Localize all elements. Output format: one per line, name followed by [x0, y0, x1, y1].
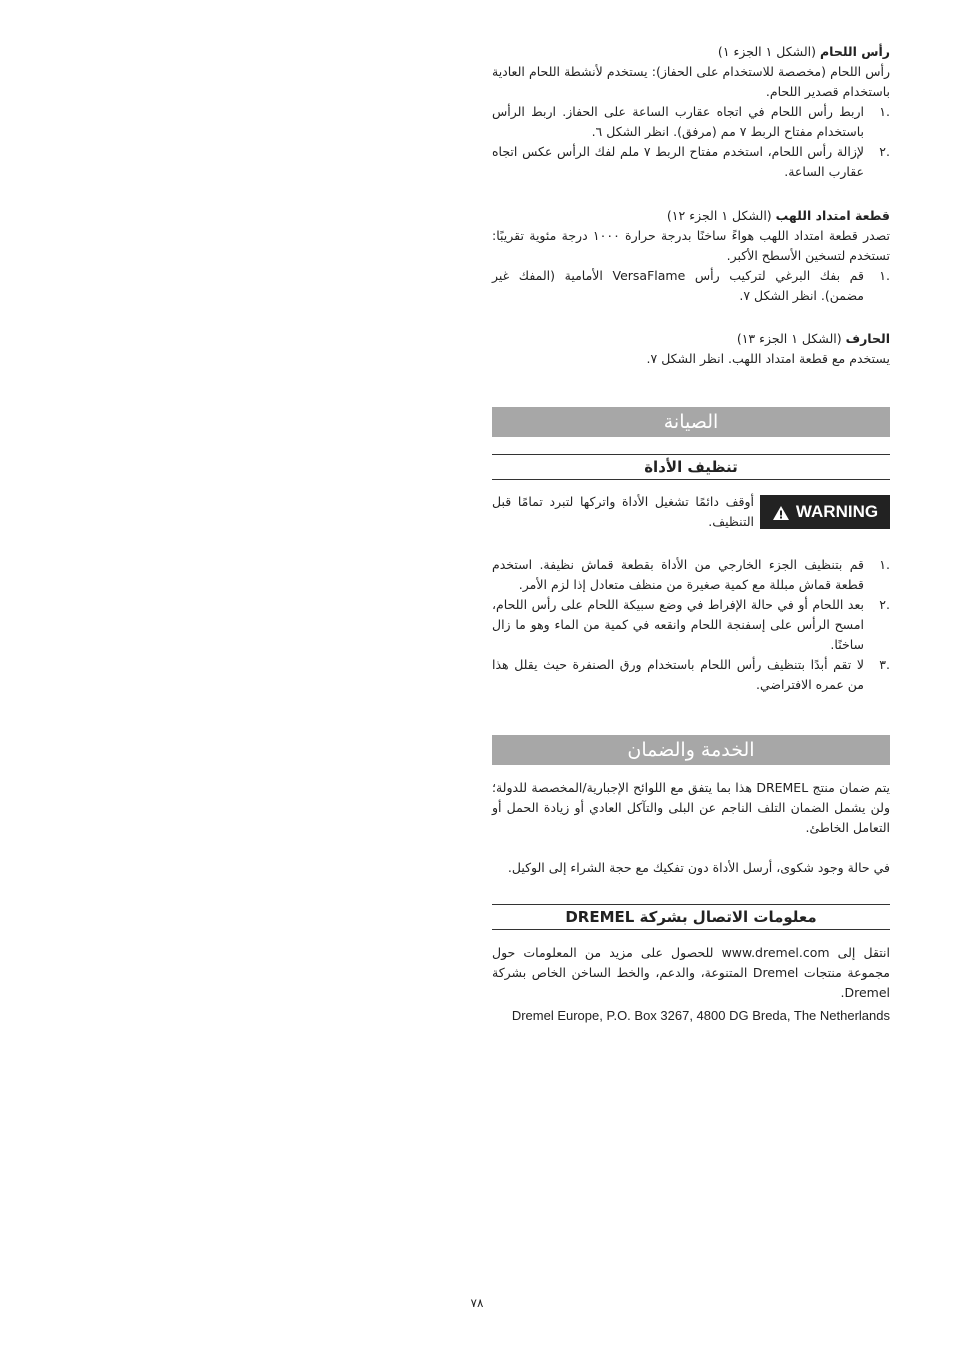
flame-description: تصدر قطعة امتداد اللهب هواءً ساخنًا بدرجة حرارة ١٠٠٠ درجة مئوية تقريبًا: تستخدم لتسخين الأسطح الأكبر.: [492, 228, 890, 263]
deflector-heading: الحارف (الشكل ١ الجزء ١٣): [736, 331, 890, 346]
flame-steps: [492, 266, 890, 306]
list-item: .٣ لا تقم أبدًا بتنظيف رأس اللحام باستخدام ورق الصنفرة حيث يقلل هذا من عمره الافتراضي.: [492, 657, 890, 692]
contact-text: انتقل إلى www.dremel.com للحصول على مزيد من المعلومات حول مجموعة منتجات Dremel المتنوعة، والدعم، والخط الساخن الخاص بشركة Dremel.: [492, 945, 890, 1000]
list-item: .١ قم بتنظيف الجزء الخارجي من الأداة بقطعة قماش نظيفة. استخدم قطعة قماش مبللة مع كمية صغيرة من منظف متعادل إذا لزم الأمر.: [492, 557, 890, 592]
flame-heading: قطعة امتداد اللهب (الشكل ١ الجزء ١٢): [666, 208, 890, 223]
complaint-text: في حالة وجود شكوى، أرسل الأداة دون تفكيك مع حجة الشراء إلى الوكيل.: [507, 860, 890, 875]
warning-badge: [760, 495, 890, 529]
company-address: Dremel Europe, P.O. Box 3267, 4800 DG Breda, The Netherlands: [511, 1008, 890, 1023]
contact-block: [492, 943, 890, 1003]
list-item: .١ قم بفك البرغي لتركيب رأس VersaFlame الأمامية (المفك غير مضمن). انظر الشكل ٧.: [492, 268, 890, 303]
cleaning-steps: [492, 555, 890, 695]
deflector-description: يستخدم مع قطعة امتداد اللهب. انظر الشكل ٧.: [646, 351, 890, 366]
tip-heading: رأس اللحام (الشكل ١ الجزء ١): [717, 44, 890, 59]
cleaning-steps-block: [492, 555, 890, 695]
service-banner: الخدمة والضمان: [492, 735, 890, 765]
cleaning-subhead: تنظيف الأداة: [492, 454, 890, 480]
list-item: .٢ بعد اللحام أو في حالة الإفراط في وضع سبيكة اللحام على رأس اللحام، امسح الرأس على إسفنجة اللحام وانقعه في كمية من الماء وهو ما زال ساخنًا.: [492, 597, 890, 652]
warranty-text: يتم ضمان منتج DREMEL هذا بما يتفق مع اللوائح الإجبارية/المخصصة للدولة؛ ولن يشمل الضمان التلف الناجم عن البلى والتآكل العادي أو زيادة الحمل أو التعامل الخاطئ.: [492, 780, 890, 835]
contact-subhead: معلومات الاتصال بشركة DREMEL: [492, 904, 890, 930]
service-block: [492, 778, 890, 878]
tip-steps: [492, 102, 890, 182]
section-flame-extension: [492, 206, 890, 306]
maintenance-banner: الصيانة: [492, 407, 890, 437]
list-item: .٢ لإزالة رأس اللحام، استخدم مفتاح الربط ٧ ملم لفك الرأس عكس اتجاه عقارب الساعة.: [492, 144, 890, 179]
list-item: .١ اربط رأس اللحام في اتجاه عقارب الساعة على الحفاز. اربط الرأس باستخدام مفتاح الربط ٧ مم (مرفق). انظر الشكل ٦.: [492, 104, 890, 139]
section-soldering-tip: [492, 42, 890, 182]
warning-triangle-icon: [772, 505, 790, 521]
tip-description: رأس اللحام (مخصصة للاستخدام على الحفاز): يستخدم لأنشطة اللحام العادية باستخدام قصدير اللحام.: [492, 64, 890, 99]
warning-text: أوقف دائمًا تشغيل الأداة واتركها لتبرد تمامًا قبل التنظيف.: [492, 494, 754, 529]
warning-label: WARNING: [795, 502, 879, 521]
page-number: ٧٨: [470, 1296, 484, 1310]
section-deflector: [492, 329, 890, 369]
